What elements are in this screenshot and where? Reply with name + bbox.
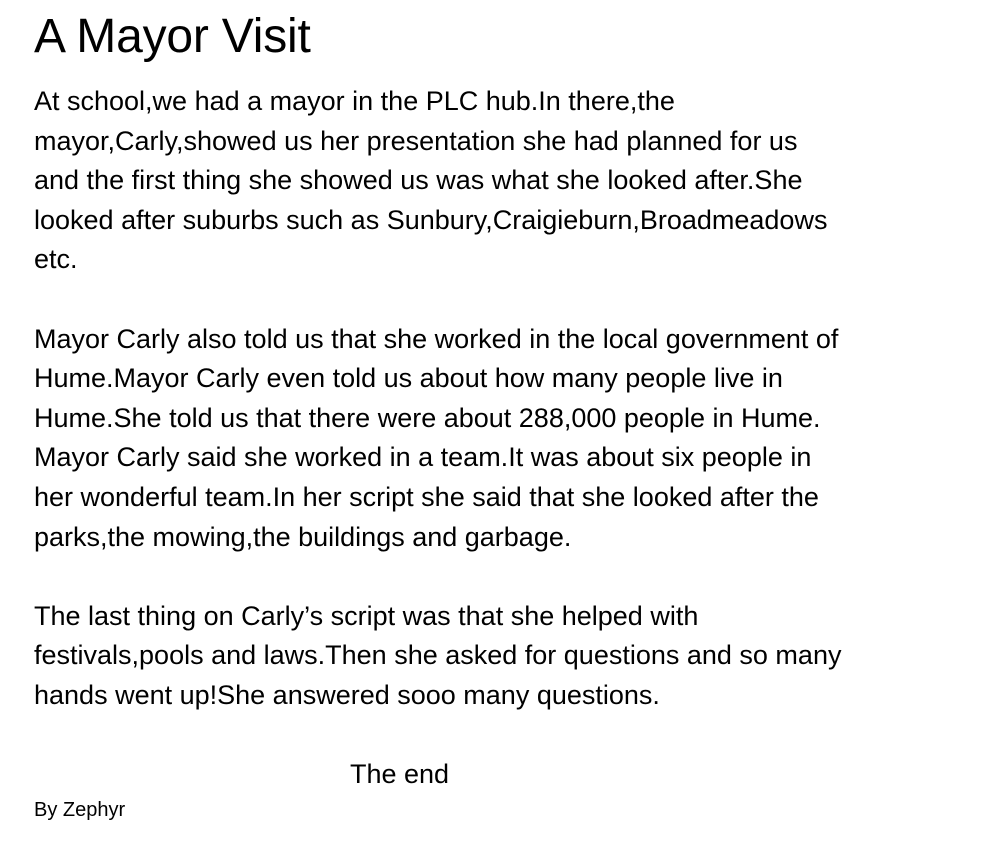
paragraph-2: Mayor Carly also told us that she worked in the local government of Hume.Mayor Carly even told us about how many people live in Hume.She told us that there were about 288,000 people in Hume. Mayor Carly said she worked in a team.It was about six people in her wonderful team.In her script she said that she looked after the parks,the mowing,the buildings and garbage. <box>34 323 839 552</box>
paragraph-spacer <box>34 557 954 597</box>
paragraph-spacer <box>34 280 954 320</box>
document-title: A Mayor Visit <box>34 10 311 63</box>
paragraph-spacer <box>34 716 954 756</box>
author-byline: By Zephyr <box>34 798 126 821</box>
document-page <box>34 8 954 825</box>
document-body <box>34 82 954 825</box>
closing-line: The end <box>350 759 450 790</box>
paragraph-1: At school,we had a mayor in the PLC hub.In there,the mayor,Carly,showed us her presentation she had planned for us and the first thing she showed us was what she looked after.She looked after suburbs such as Sunbury,Craigieburn,Broadmeadows etc. <box>34 86 828 275</box>
paragraph-3: The last thing on Carly’s script was that she helped with festivals,pools and laws.Then she asked for questions and so many hands went up!She answered sooo many questions. <box>34 600 842 710</box>
